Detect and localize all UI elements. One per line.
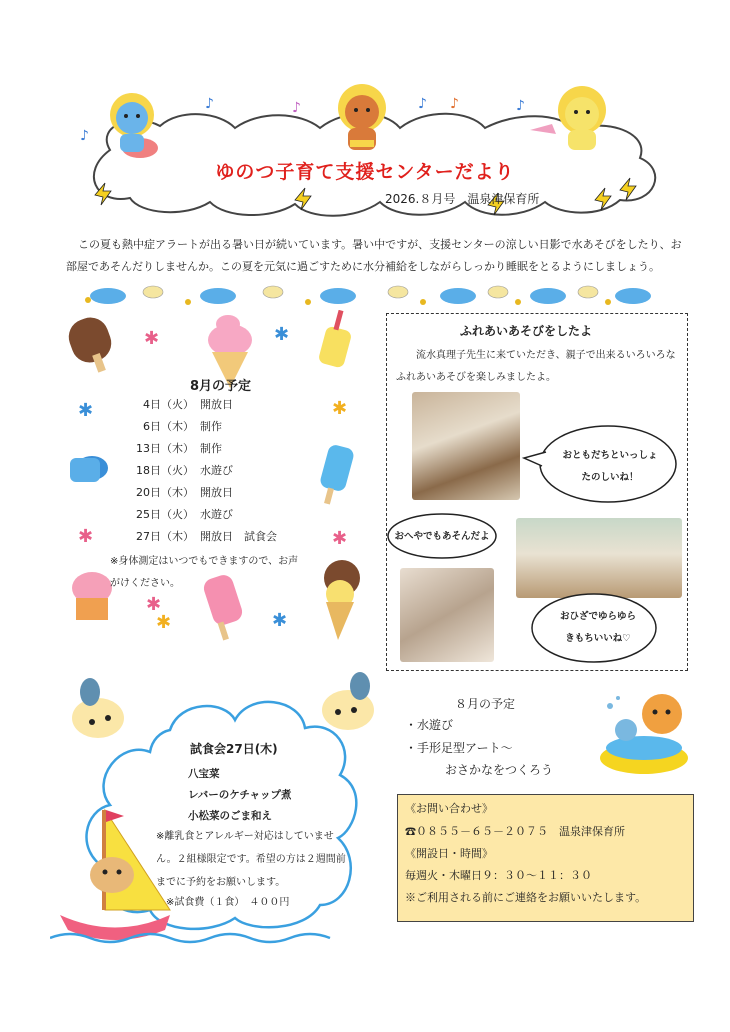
- svg-text:✱: ✱: [146, 594, 162, 615]
- svg-text:✱: ✱: [144, 328, 160, 349]
- schedule-note: ※身体測定はいつでもできますので、お声がけください。: [110, 556, 299, 589]
- schedule-date: 20日（木）: [136, 486, 194, 499]
- tasting-title: 試食会27日(木): [190, 742, 278, 756]
- fureai-title: ふれあいあそびをしたよ: [460, 324, 593, 338]
- schedule-row: [112, 528, 277, 544]
- august-plan-item: おさかなをつくろう: [445, 763, 554, 777]
- menu-item: 小松菜のごま和え: [188, 810, 272, 822]
- svg-text:✱: ✱: [78, 400, 94, 421]
- page-title: ゆのつ子育て支援センターだより: [215, 161, 515, 183]
- tasting-note: ※離乳食とアレルギー対応はしていません。２組様限定です。希望の方は２週間前までに予約をお願いします。: [156, 831, 346, 888]
- whale-border: [78, 278, 658, 306]
- svg-text:♪: ♪: [450, 96, 459, 112]
- dog-upside-icon-left: [72, 678, 124, 738]
- chocolate-ice-icon: [64, 312, 117, 372]
- schedule-event: 水遊び: [200, 508, 233, 521]
- svg-text:♪: ♪: [205, 96, 214, 112]
- dog-upside-icon-right: [322, 672, 374, 730]
- bubble-friends-line1: おともだちといっしょ: [562, 450, 658, 461]
- menu-item: 八宝菜: [188, 768, 220, 780]
- bubble-room: おへやでもあそんだよ: [394, 531, 490, 542]
- schedule-date: 4日（火）: [143, 398, 194, 411]
- schedule-date: 6日（木）: [143, 420, 194, 433]
- schedule-event: 開放日: [200, 486, 233, 499]
- fureai-text: 流水真理子先生に来ていただき、親子で出来るいろいろなふれあいあそびを楽しみましたよ。: [396, 350, 676, 383]
- schedule-row: [112, 396, 233, 412]
- svg-text:✱: ✱: [332, 528, 348, 549]
- svg-text:✱: ✱: [272, 610, 288, 631]
- intro-paragraph: この夏も熱中症アラートが出る暑い日が続いています。暑い中ですが、支援センターの涼しい日影で水あそびをしたり、お部屋であそんだりしませんか。この夏を元気に過ごすために水分補給をしながらしっかり睡眠をとるようにしましょう。: [66, 238, 682, 273]
- sweets-decoration: [60, 310, 380, 650]
- svg-text:✱: ✱: [274, 324, 290, 345]
- svg-text:♪: ♪: [80, 128, 89, 144]
- bubble-friends-line2: たのしいね！: [581, 472, 639, 483]
- contact-phone: ☎０８５５－６５－２０７５ 温泉津保育所: [405, 825, 625, 838]
- august-plan-item: ・手形足型アート～: [405, 741, 513, 755]
- schedule-row: [112, 484, 233, 500]
- svg-text:✱: ✱: [332, 398, 348, 419]
- issue-label: 2026.８月号 温泉津保育所: [385, 192, 540, 206]
- schedule-event: 制作: [200, 442, 222, 455]
- schedule-row: [112, 462, 233, 478]
- bubble-lap-line2: きもちいいね♡: [565, 633, 631, 644]
- menu-item: レバーのケチャップ煮: [188, 789, 292, 801]
- cupcake-icon: [72, 572, 112, 620]
- yellow-popsicle-icon: [318, 310, 353, 369]
- august-plan-title: ８月の予定: [455, 697, 516, 711]
- svg-text:♪: ♪: [292, 100, 301, 116]
- ice-cream-cone-icon: [324, 560, 360, 640]
- schedule-date: 25日（火）: [136, 508, 194, 521]
- bubble-friends: [558, 445, 662, 489]
- tasting-fee: ※試食費（１食） ４００円: [166, 897, 290, 908]
- svg-text:♪: ♪: [418, 96, 427, 112]
- schedule-row: [112, 440, 222, 456]
- schedule-date: 18日（火）: [136, 464, 194, 477]
- pool-animals-icon: [598, 688, 694, 780]
- contact-heading: 《お問い合わせ》: [405, 802, 493, 815]
- blue-popsicle-icon: [319, 443, 356, 504]
- bubble-lap: [548, 606, 648, 650]
- header-decoration: [0, 0, 730, 230]
- contact-note: ※ご利用される前にご連絡をお願いいたします。: [405, 891, 647, 904]
- schedule-date: 27日（木）: [136, 530, 194, 543]
- schedule-event: 開放日 試食会: [200, 530, 277, 543]
- svg-text:✱: ✱: [156, 612, 172, 633]
- schedule-row: [112, 506, 233, 522]
- hours-heading: 《開設日・時間》: [405, 847, 493, 860]
- hours-text: 毎週火・木曜日９：３０～１１：３０: [405, 869, 592, 882]
- svg-text:✱: ✱: [78, 526, 94, 547]
- bubble-lap-line1: おひざでゆらゆら: [559, 611, 636, 622]
- schedule-event: 開放日: [200, 398, 233, 411]
- august-plan-item: ・水遊び: [405, 718, 454, 732]
- schedule-event: 水遊び: [200, 464, 233, 477]
- schedule-event: 制作: [200, 420, 222, 433]
- schedule-title: 8月の予定: [190, 379, 252, 394]
- schedule-date: 13日（木）: [136, 442, 194, 455]
- svg-text:♪: ♪: [516, 98, 525, 114]
- schedule-row: [112, 418, 222, 434]
- ice-cup-icon: [70, 456, 108, 482]
